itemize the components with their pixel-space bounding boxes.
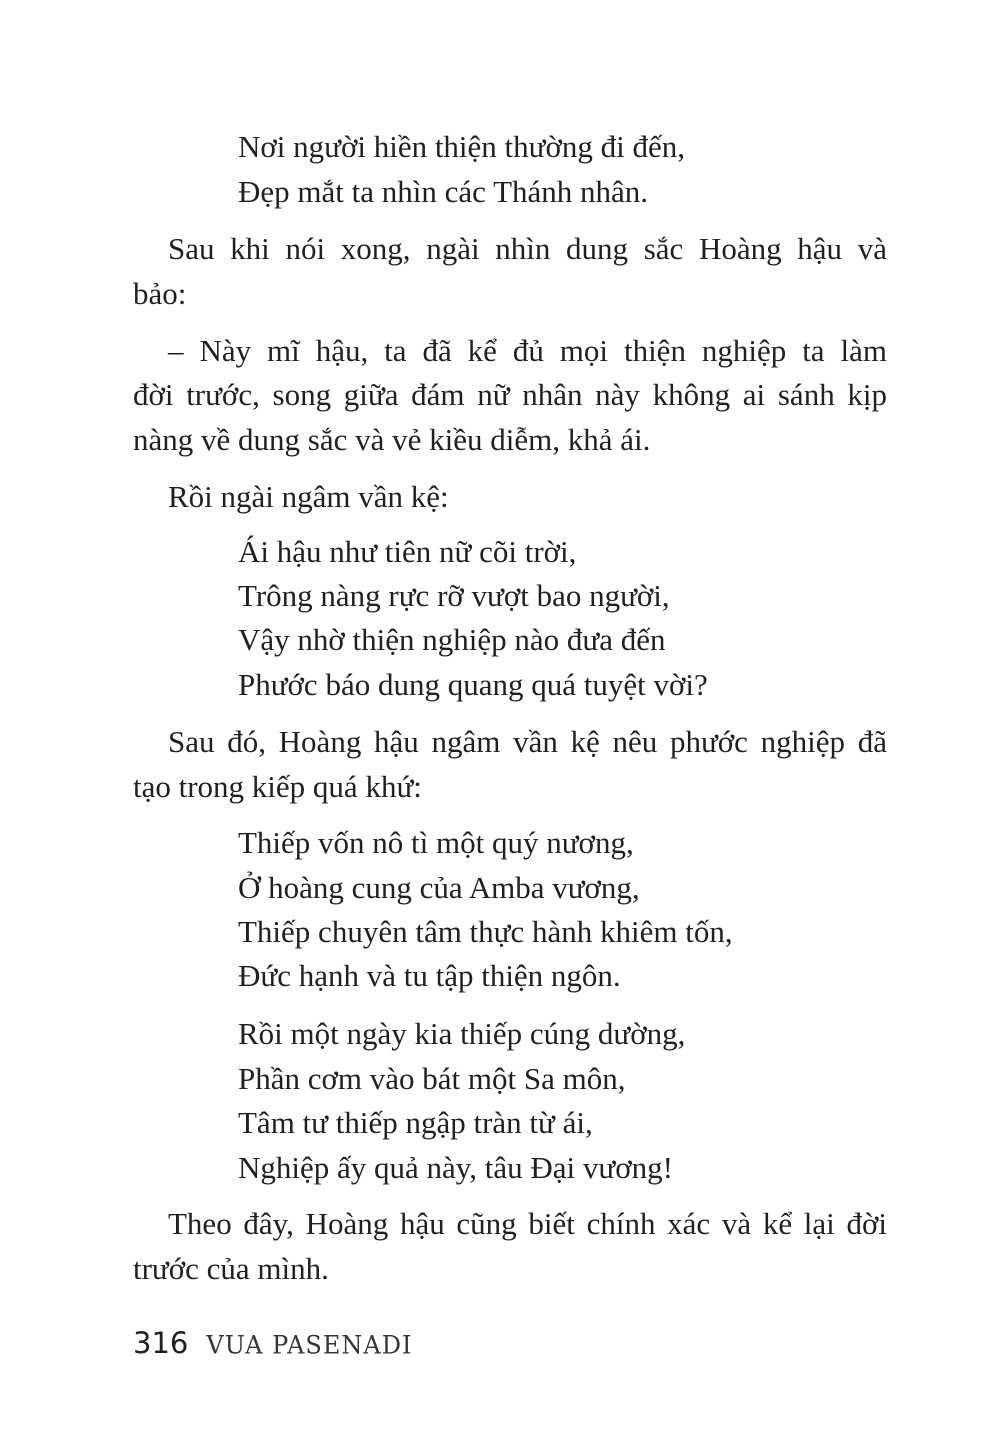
paragraph-line: – Này mĩ hậu, ta đã kể đủ mọi thiện nghiệp ta làm [168, 333, 887, 368]
paragraph-line: đời trước, song giữa đám nữ nhân này không ai sánh kịp [133, 377, 887, 412]
paragraph-line: tạo trong kiếp quá khứ: [133, 769, 422, 804]
paragraph-line: Theo đây, Hoàng hậu cũng biết chính xác và kể lại đời [168, 1206, 887, 1241]
verse-line: Thiếp vốn nô tì một quý nương, [238, 825, 634, 860]
verse-line: Rồi một ngày kia thiếp cúng dường, [238, 1016, 686, 1051]
page-footer [133, 1326, 412, 1366]
verse-line: Phần cơm vào bát một Sa môn, [238, 1061, 626, 1096]
verse-line: Trông nàng rực rỡ vượt bao người, [238, 578, 670, 613]
paragraph-line: bảo: [133, 276, 187, 311]
verse-line: Đức hạnh và tu tập thiện ngôn. [238, 958, 621, 993]
paragraph-line: Sau khi nói xong, ngài nhìn dung sắc Hoàng hậu và [168, 231, 887, 266]
verse-line: Nghiệp ấy quả này, tâu Đại vương! [238, 1150, 673, 1185]
verse-line: Vậy nhờ thiện nghiệp nào đưa đến [238, 622, 666, 657]
running-title: VUA PASENADI [206, 1330, 413, 1360]
verse-line: Đẹp mắt ta nhìn các Thánh nhân. [238, 174, 649, 209]
verse-line: Nơi người hiền thiện thường đi đến, [238, 129, 685, 164]
paragraph-line: Sau đó, Hoàng hậu ngâm vần kệ nêu phước nghiệp đã [168, 724, 887, 759]
verse-line: Phước báo dung quang quá tuyệt vời? [238, 667, 708, 702]
verse-line: Tâm tư thiếp ngập tràn từ ái, [238, 1105, 593, 1140]
paragraph-line: Rồi ngài ngâm vần kệ: [168, 479, 449, 514]
paragraph-line: nàng về dung sắc và vẻ kiều diễm, khả ái. [133, 422, 651, 457]
verse-line: Ở hoàng cung của Amba vương, [238, 870, 640, 905]
verse-line: Thiếp chuyên tâm thực hành khiêm tốn, [238, 914, 733, 949]
page-number: 316 [133, 1326, 189, 1360]
paragraph-line: trước của mình. [133, 1251, 329, 1286]
verse-line: Ái hậu như tiên nữ cõi trời, [238, 534, 577, 569]
